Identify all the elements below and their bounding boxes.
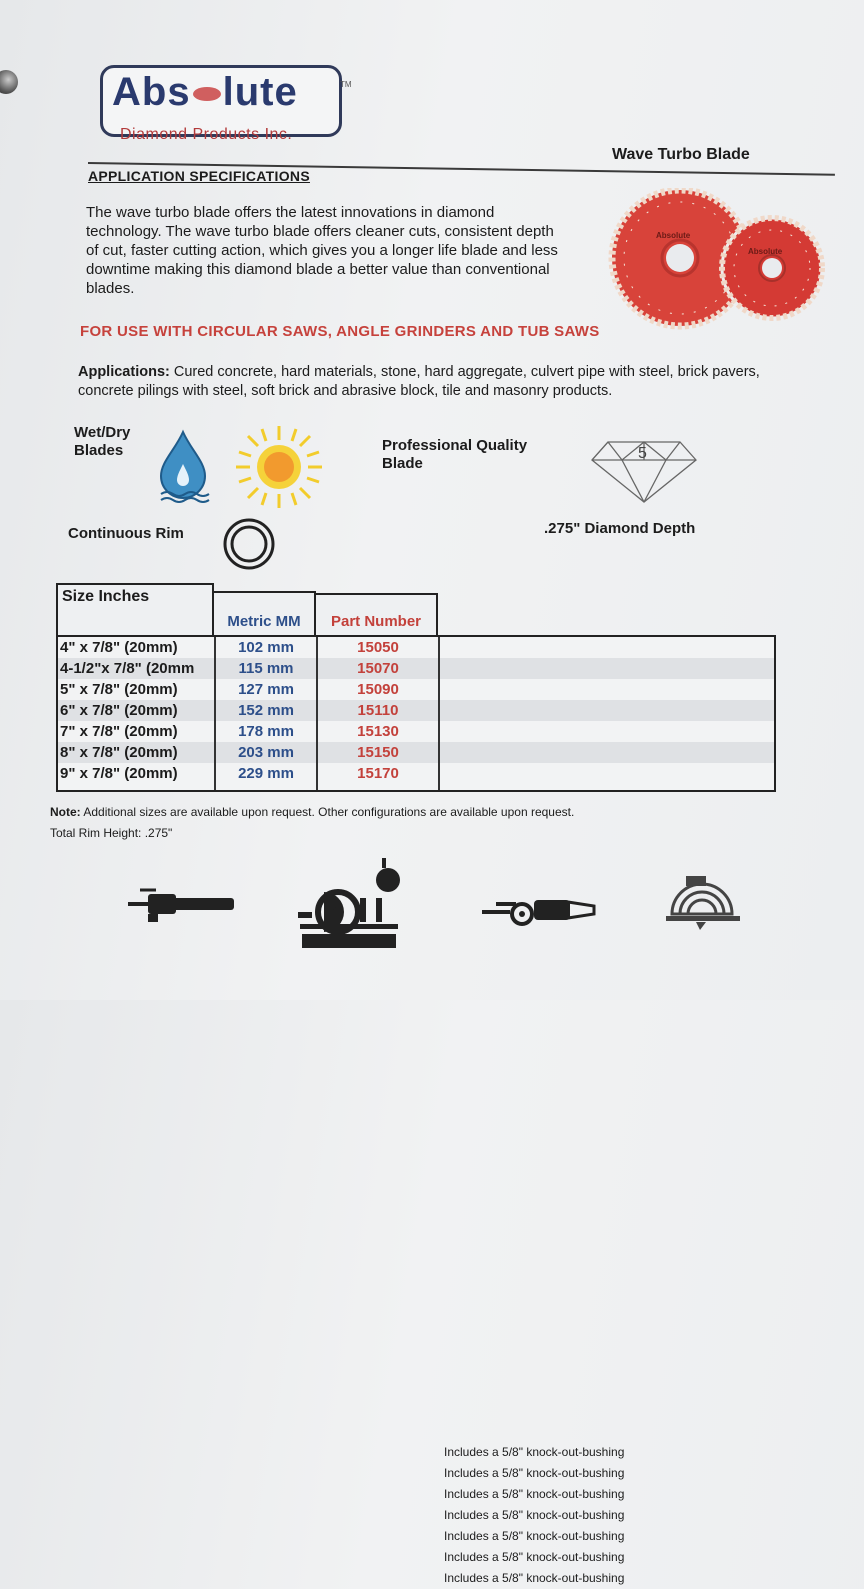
part-number-cell: 15110 xyxy=(357,702,399,719)
column-header-part-number: Part Number xyxy=(314,593,438,637)
size-cell: 6" x 7/8" (20mm) xyxy=(60,702,178,719)
bushing-note-cell: Includes a 5/8" knock-out-bushing xyxy=(444,1508,625,1522)
use-banner: FOR USE WITH CIRCULAR SAWS, ANGLE GRINDERS AND TUB SAWS xyxy=(80,323,600,340)
column-header-metric: Metric MM xyxy=(212,591,316,637)
bushing-note-cell: Includes a 5/8" knock-out-bushing xyxy=(444,1571,625,1585)
rim-height-note: Total Rim Height: .275" xyxy=(50,826,173,840)
product-description: The wave turbo blade offers the latest innovations in diamond technology. The wave turbo blade offers cleaner cuts, consistent depth of cut, faster cutting action, which gives you a longer life blade and less downtime making this diamond blade a better value than conventional blades. xyxy=(86,204,558,297)
logo-letters-end: lute xyxy=(222,70,298,114)
quality-grade: 5 xyxy=(638,445,647,462)
metric-cell: 203 mm xyxy=(238,744,294,761)
size-cell: 5" x 7/8" (20mm) xyxy=(60,681,178,698)
metric-cell: 229 mm xyxy=(238,765,294,782)
bushing-note-cell: Includes a 5/8" knock-out-bushing xyxy=(444,1550,625,1564)
bushing-note-cell: Includes a 5/8" knock-out-bushing xyxy=(444,1529,625,1543)
continuous-rim-label: Continuous Rim xyxy=(68,525,184,542)
note-label: Note: xyxy=(50,805,81,819)
size-cell: 9" x 7/8" (20mm) xyxy=(60,765,178,782)
logo-o-mark xyxy=(193,87,221,101)
circular-saw-icon xyxy=(662,872,742,932)
part-number-cell: 15070 xyxy=(357,660,399,677)
diamond-icon xyxy=(588,436,700,506)
note-text: Additional sizes are available upon request. Other configurations are available upon request. xyxy=(80,805,575,819)
applications-label: Applications: xyxy=(78,364,170,380)
water-drop-icon xyxy=(155,428,211,504)
bushing-note-cell: Includes a 5/8" knock-out-bushing xyxy=(444,1445,625,1459)
availability-note xyxy=(50,805,574,819)
metric-cell: 102 mm xyxy=(238,639,294,656)
part-number-cell: 15170 xyxy=(357,765,399,782)
metric-cell: 115 mm xyxy=(238,660,294,677)
part-number-cell: 15150 xyxy=(357,744,399,761)
size-cell: 4" x 7/8" (20mm) xyxy=(60,639,178,656)
size-cell: 8" x 7/8" (20mm) xyxy=(60,744,178,761)
part-number-cell: 15130 xyxy=(357,723,399,740)
chop-saw-icon xyxy=(294,858,404,950)
applications-list: Cured concrete, hard materials, stone, hard aggregate, culvert pipe with steel, brick pavers, concrete pilings with steel, soft brick and abrasive block, tile and masonry products. xyxy=(78,364,760,399)
size-cell: 4-1/2"x 7/8" (20mm xyxy=(60,660,195,677)
diamond-depth-label: .275" Diamond Depth xyxy=(544,520,696,537)
logo-subtitle: Diamond Products Inc. xyxy=(120,126,293,143)
metric-cell: 127 mm xyxy=(238,681,294,698)
blade-photo xyxy=(608,188,833,338)
metric-cell: 152 mm xyxy=(238,702,294,719)
angle-grinder-icon xyxy=(126,884,238,924)
size-cell: 7" x 7/8" (20mm) xyxy=(60,723,178,740)
logo-letters: Abs xyxy=(112,70,191,114)
column-divider xyxy=(438,637,440,790)
small-blade xyxy=(722,218,822,318)
column-divider xyxy=(214,637,216,790)
column-divider xyxy=(316,637,318,790)
applications-text xyxy=(78,363,818,401)
wet-dry-label: Wet/Dry Blades xyxy=(74,424,131,459)
large-angle-grinder-icon xyxy=(478,892,596,932)
logo xyxy=(112,70,298,115)
bushing-note-cell: Includes a 5/8" knock-out-bushing xyxy=(444,1466,625,1480)
sun-icon xyxy=(234,424,324,510)
push-pin xyxy=(0,70,18,94)
small-blade-label: Absolute xyxy=(748,247,783,256)
continuous-rim-icon xyxy=(220,516,278,572)
part-number-cell: 15050 xyxy=(357,639,399,656)
professional-quality-label: Professional Quality Blade xyxy=(382,437,528,472)
metric-cell: 178 mm xyxy=(238,723,294,740)
large-blade-label: Absolute xyxy=(656,231,691,240)
product-title: Wave Turbo Blade xyxy=(612,146,750,163)
trademark-mark: TM xyxy=(340,80,352,89)
bushing-note-cell: Includes a 5/8" knock-out-bushing xyxy=(444,1487,625,1501)
part-number-cell: 15090 xyxy=(357,681,399,698)
column-header-size: Size Inches xyxy=(56,583,214,637)
section-heading: APPLICATION SPECIFICATIONS xyxy=(88,168,310,184)
